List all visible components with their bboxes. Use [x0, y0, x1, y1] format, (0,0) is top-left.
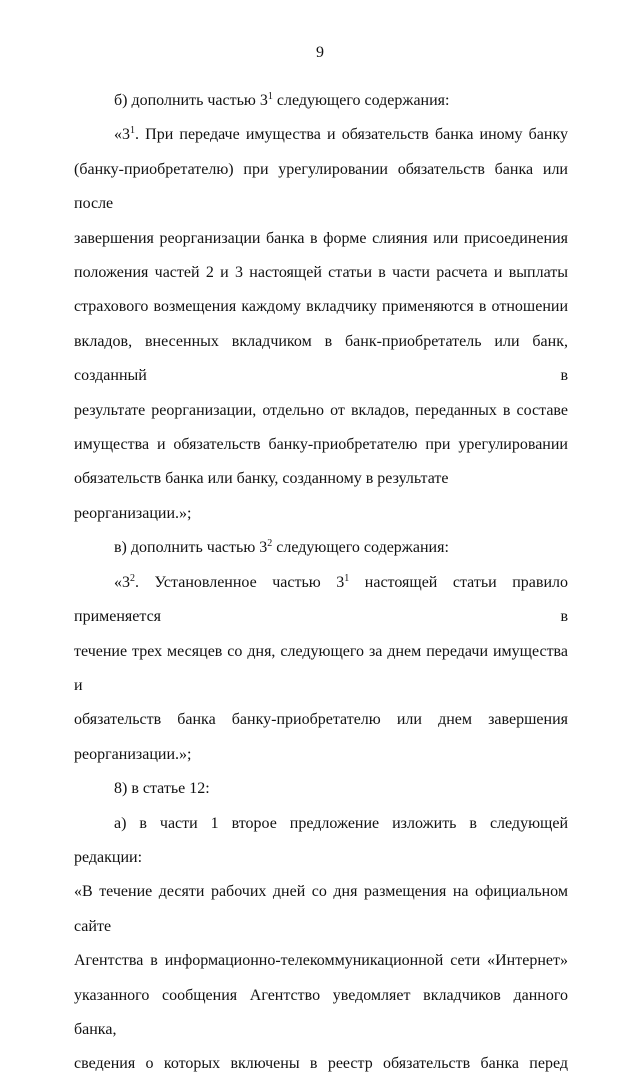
paragraph-amendment-a: а) в части 1 второе предложение изложить в следующей редакции:	[74, 814, 568, 866]
paragraph-text: «3	[114, 126, 130, 144]
paragraph-text: в) дополнить частью 3	[114, 539, 268, 557]
paragraph-article-12: 8) в статье 12:	[114, 780, 210, 798]
superscript: 1	[267, 91, 273, 102]
paragraph-line: «В течение десяти рабочих дней со дня размещения на официальном сайте	[74, 883, 568, 935]
paragraph-text: «3	[114, 573, 130, 591]
page-number: 9	[316, 44, 324, 61]
paragraph-line: реорганизации.»;	[74, 745, 192, 763]
paragraph-amendment-b	[74, 84, 568, 118]
paragraph-part-3-2-line-1	[74, 566, 568, 635]
paragraph-text: следующего содержания:	[272, 92, 450, 109]
paragraph-text: следующего содержания:	[272, 539, 449, 557]
paragraph-text: б) дополнить частью 3	[114, 92, 268, 109]
paragraph-line: имущества и обязательств банку-приобретателю при урегулировании	[74, 436, 568, 454]
paragraph-line: указанного сообщения Агентство уведомляет вкладчиков данного банка,	[74, 986, 568, 1038]
paragraph-line: сведения о которых включены в реестр обязательств банка перед	[74, 1055, 568, 1073]
paragraph-line: (банку-приобретателю) при урегулировании обязательств банка или после	[74, 160, 568, 213]
document-body	[74, 84, 568, 1082]
paragraph-line: Агентства в информационно-телекоммуникационной сети «Интернет»	[74, 952, 568, 970]
paragraph-text: настоящей статьи правило применяется в	[74, 573, 569, 626]
superscript: 1	[344, 572, 350, 584]
paragraph-text: . При передаче имущества и обязательств банка иному банку	[135, 126, 568, 144]
paragraph-line: обязательств банка или банку, созданному в результате реорганизации.»;	[74, 470, 449, 522]
superscript: 2	[267, 538, 273, 550]
paragraph-line: страхового возмещения каждому вкладчику применяются в отношении	[74, 298, 568, 316]
superscript: 1	[130, 125, 135, 137]
paragraph-line: результате реорганизации, отдельно от вкладов, переданных в составе	[74, 401, 568, 419]
paragraph-line: положения частей 2 и 3 настоящей статьи в части расчета и выплаты	[74, 264, 568, 282]
paragraph-line: вкладов, внесенных вкладчиком в банк-приобретатель или банк, созданный в	[74, 332, 568, 385]
paragraph-line: течение трех месяцев со дня, следующего за днем передачи имущества и	[74, 642, 568, 694]
superscript: 2	[130, 572, 135, 584]
paragraph-line: обязательств банка банку-приобретателю или днем завершения	[74, 711, 568, 729]
paragraph-text: . Установленное частью 3	[135, 573, 345, 591]
paragraph-part-3-1-line-1	[74, 118, 568, 152]
paragraph-amendment-v	[74, 531, 568, 565]
paragraph-line: завершения реорганизации банка в форме слияния или присоединения	[74, 229, 568, 247]
